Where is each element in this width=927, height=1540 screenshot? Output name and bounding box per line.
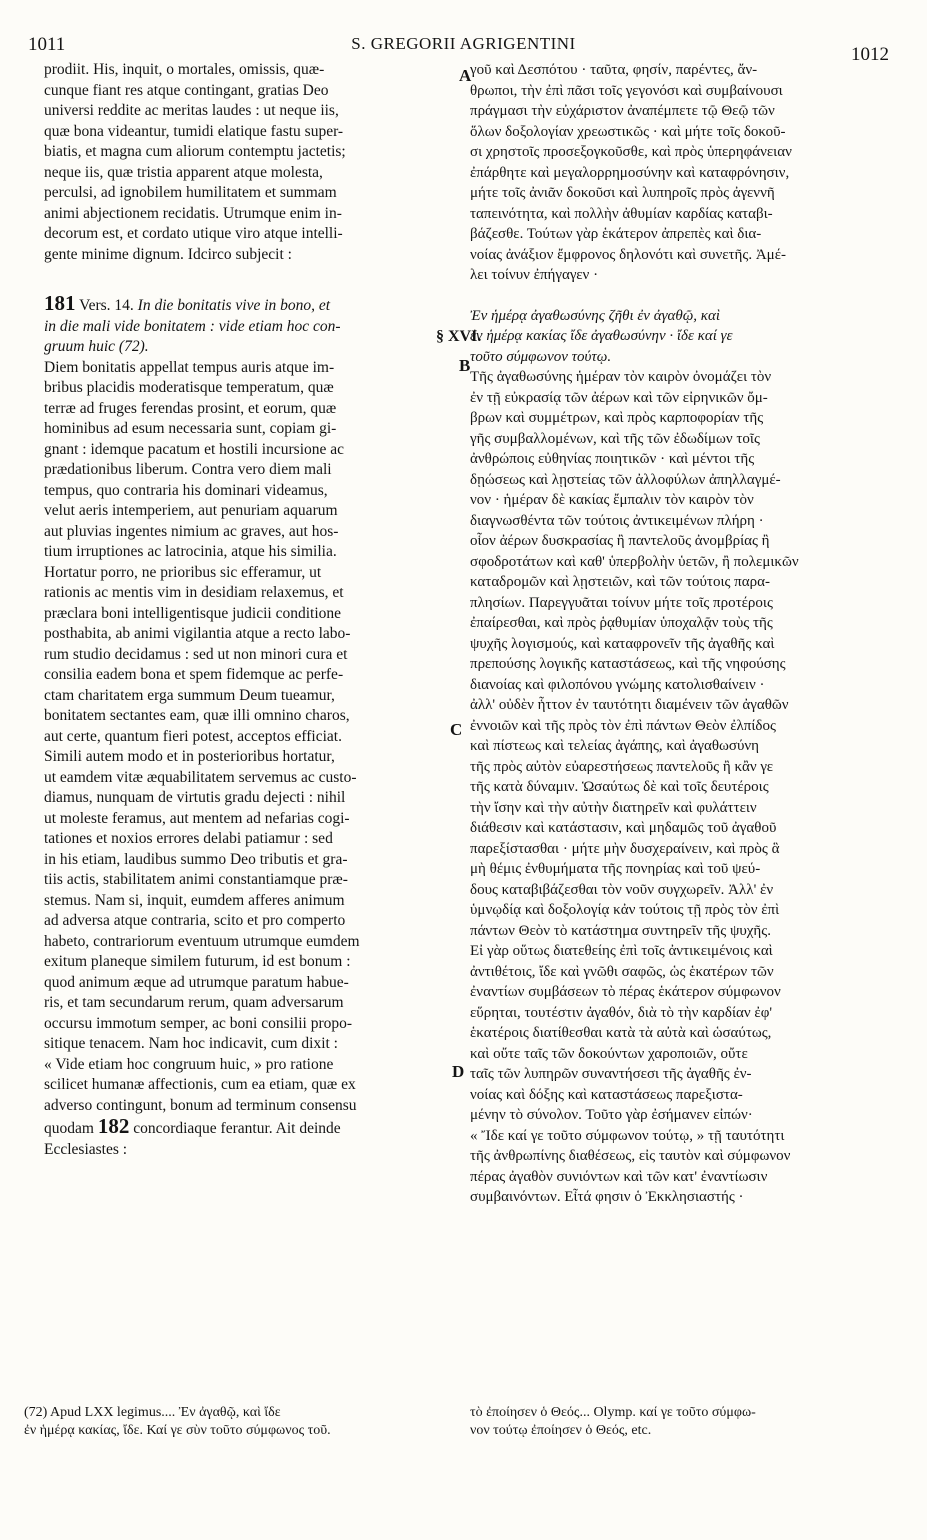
- verse-line: in die mali vide bonitatem : vide etiam hoc con-: [44, 317, 341, 335]
- greek-line: ἀντιθέτοις, ἴδε καὶ γνῶθι σαφῶς, ὡς ἑκατέρων τῶν: [470, 963, 774, 980]
- greek-line: τὴν ἴσην καὶ τὴν αὐτὴν διατηρεῖν καὶ φυλάττειν: [470, 799, 757, 816]
- verse-line: gruum huic (72).: [44, 338, 149, 355]
- latin-line: Simili autem modo et in posterioribus hortatur,: [44, 748, 335, 765]
- footnote-left: [24, 1404, 444, 1440]
- latin-line: habeto, contrariorum eventuum utrumque eumdem: [44, 932, 360, 950]
- latin-line: occursu immotum semper, ac boni consilii propo-: [44, 1014, 353, 1032]
- greek-line: ἀνθρώποις εὐθηνίας ποιητικῶν · καὶ μέντοι τῆς: [470, 451, 755, 467]
- section-heading: § XVI.: [436, 328, 482, 345]
- greek-line: ἐπάρθητε καὶ μεγαλορρημοσύνην καὶ καταφρόνησιν,: [470, 164, 790, 181]
- greek-line: μένην τὸ σύνολον. Τοῦτο γὰρ ἐσήμανεν εἰπών·: [470, 1107, 753, 1123]
- verse-number: 181: [44, 291, 76, 315]
- footnote-right: [470, 1404, 900, 1440]
- latin-line: bribus placidis moderatisque temperatum, quæ: [44, 379, 334, 396]
- greek-line: ψυχῆς λογισμούς, καὶ καταφρονεῖν τῆς ἀγαθῆς καὶ: [470, 635, 775, 652]
- greek-line: πρεπούσης λογικῆς καταστάσεως, καὶ τῆς νηφούσης: [470, 656, 786, 672]
- latin-line: aut pluvias ingentes nimium ac graves, aut hos-: [44, 522, 339, 540]
- greek-line: ἐννοιῶν καὶ τῆς πρὸς τὸν ἐπὶ πάντων Θεὸν ἐλπίδος: [470, 717, 776, 734]
- latin-line: stemus. Nam si, inquit, eumdem afferes animum: [44, 891, 345, 909]
- latin-line: « Vide etiam hoc congruum huic, » pro ratione: [44, 1055, 334, 1073]
- greek-line: τῆς ἀνθρωπίνης διαθέσεως, εἰς ταυτὸν καὶ σύμφωνον: [470, 1148, 791, 1164]
- footnote-line: τὸ ἐποίησεν ὁ Θεός... Olymp. καί γε τοῦτο σύμφω-: [470, 1405, 756, 1420]
- greek-line: μὴ θέμις ἐνθυμήματα τῆς πονηρίας καὶ τοῦ ψεύ-: [470, 861, 761, 877]
- greek-verse-line: τοῦτο σύμφωνον τούτῳ.: [470, 348, 612, 365]
- greek-line: πάντων Θεὸν τὸ κατάστημα συντηρεῖν τῆς ψυχῆς.: [470, 922, 771, 939]
- verse-line: [44, 293, 454, 317]
- latin-line: tempus, quo contraria his dominari videamus,: [44, 481, 328, 499]
- greek-column: [470, 60, 898, 1208]
- page-mark-182: 182: [97, 1114, 130, 1138]
- latin-line: adverso contingunt, bonum ad terminum consensu: [44, 1096, 357, 1114]
- greek-line: εὕρηται, τουτέστιν ἀγαθόν, διὰ τὸ τὴν καρδίαν ἐφ': [470, 1004, 773, 1021]
- greek-line: γῆς συμβαλλομένων, καὶ τῆς τῶν ἐδωδίμων τοῖς: [470, 430, 760, 447]
- greek-line: διανοίας καὶ φιλοπόνου γνώμης κατολισθαίνειν ·: [470, 676, 765, 693]
- footnote-line: (72) Apud LXX legimus.... Ἐν ἀγαθῷ, καὶ ἴδε: [24, 1405, 281, 1420]
- greek-line: μήτε τοῖς ἀνιᾶν δοκοῦσι καὶ λυπηροῖς πρὸς ἀγεννῆ: [470, 185, 775, 201]
- greek-line: παρεξίστασθαι · μήτε μὴν δυσχεραίνειν, καὶ πρὸς ἃ: [470, 840, 780, 857]
- latin-line: quod animum æque ad utrumque paratum habue-: [44, 973, 349, 991]
- verse-label: Vers. 14.: [79, 297, 134, 314]
- latin-line: scilicet humanæ affectionis, cum ea etiam, quæ ex: [44, 1076, 356, 1093]
- greek-line: δῃώσεως καὶ λῃστείας τῶν ἀλλοφύλων ἀπηλλαγμέ-: [470, 471, 781, 488]
- latin-line: tiis actis, stabilitatem animi constantiamque præ-: [44, 871, 348, 888]
- greek-line: διάθεσιν καὶ κατάστασιν, καὶ μηδαμῶς τοῦ ἀγαθοῦ: [470, 820, 777, 836]
- greek-line: βάζεσθε. Τούτων γὰρ ἑκάτερον ἀπρεπὲς καὶ δια-: [470, 226, 762, 242]
- latin-line: ut eamdem vitæ æquabilitatem servemus ac custo-: [44, 768, 357, 786]
- latin-line: rationis ac mentis vim in desidiam relaxemus, et: [44, 584, 344, 601]
- greek-line: καὶ πίστεως καὶ τελείας ἀγάπης, καὶ ἀγαθωσύνη: [470, 738, 760, 754]
- footnote-line: ἐν ἡμέρᾳ κακίας, ἴδε. Καί γε σὺν τοῦτο σύμφωνος τοῦ.: [24, 1423, 331, 1438]
- greek-verse-line: ἐν ἡμέρᾳ κακίας ἴδε ἀγαθωσύνην · ἴδε καί γε: [470, 328, 733, 344]
- latin-line: cunque fiant res atque contingant, gratias Deo: [44, 81, 329, 99]
- latin-line: ris, et tam secundarum rerum, quam adversarum: [44, 994, 344, 1011]
- latin-line: ad adversa atque contraria, scito et pro comperto: [44, 912, 346, 929]
- latin-line: universi reddite ac meritas laudes : ut neque iis,: [44, 102, 339, 119]
- latin-line: consilia eadem bona et spem fidemque ac perfe-: [44, 666, 344, 683]
- greek-line: Εἰ γὰρ οὕτως διατεθείης ἐπὶ τοῖς ἀντικειμένοις καὶ: [470, 943, 773, 959]
- latin-line: ctam charitatem erga summum Deum tueamur,: [44, 686, 335, 704]
- greek-line: οἷον ἀέρων δυσκρασίας ἢ παντελοῦς ἀνομβρίας ἢ: [470, 533, 770, 549]
- greek-line: ἐν τῇ εὐκρασίᾳ τῶν ἀέρων καὶ τῶν εἰρηνικῶν ὄμ-: [470, 389, 768, 406]
- greek-line: ταπεινότητα, καὶ πολλὴν ἀθυμίαν καρδίας καταβι-: [470, 205, 773, 222]
- latin-line: Diem bonitatis appellat tempus auris atque im-: [44, 358, 335, 376]
- greek-line: « Ἴδε καί γε τοῦτο σύμφωνον τούτῳ, » τῇ ταυτότητι: [470, 1127, 785, 1144]
- latin-column: [44, 60, 454, 1160]
- greek-line: θρωποι, τὴν ἐπὶ πᾶσι τοῖς γεγονόσι καὶ συμβαίνουσι: [470, 82, 783, 99]
- greek-line: πλησίων. Παρεγγυᾶται τοίνυν μήτε τοῖς προτέροις: [470, 594, 773, 611]
- running-title: S. GREGORII AGRIGENTINI: [351, 34, 576, 53]
- latin-line: terræ ad fruges ferendas prosint, et eorum, quæ: [44, 399, 337, 417]
- page-number-left: 1011: [28, 34, 66, 55]
- latin-line: in his etiam, laudibus summo Deo tributis et gra-: [44, 850, 348, 868]
- greek-line: καὶ οὔτε ταῖς τῶν δοκούντων χαροποιῶν, οὔτε: [470, 1045, 748, 1062]
- latin-line: decorum est, et cordato utique viro atque intelli-: [44, 225, 343, 242]
- margin-marker-b: B: [459, 356, 471, 375]
- latin-line: tium irruptiones ac latrocinia, atque his similia.: [44, 543, 337, 560]
- latin-line: quæ bona videantur, tumidi elatique fastu super-: [44, 122, 344, 140]
- latin-line: hominibus ad esum necessaria sunt, copiam gi-: [44, 420, 337, 437]
- latin-line: biatis, et magna cum aliorum contemptu jactetis;: [44, 143, 346, 160]
- latin-line: gente minime dignum. Idcirco subjecit :: [44, 245, 292, 263]
- greek-line: ἐπαίρεσθαι, καὶ πρὸς ῥᾳθυμίαν ὑποχαλᾷν τοὺς τῆς: [470, 615, 773, 631]
- latin-words: concordiaque ferantur. Ait deinde: [133, 1120, 341, 1137]
- latin-line: exitum planeque similem futurum, id est bonum :: [44, 953, 351, 970]
- latin-line: [44, 1116, 454, 1140]
- greek-line: ὑμνῳδίᾳ καὶ δοξολογίᾳ κἀν τούτοις τῇ πρὸς τὸν ἐπὶ: [470, 902, 780, 918]
- greek-line: σι χρηστοῖς προσεξογκοῦσθε, καὶ πρὸς ὑπερηφάνειαν: [470, 144, 792, 160]
- latin-line: sitique tenacem. Nam hoc indicavit, cum dixit :: [44, 1035, 338, 1052]
- greek-line: γοῦ καὶ Δεσπότου · ταῦτα, φησίν, παρέντες, ἄν-: [470, 62, 758, 78]
- latin-line: gnant : idemque pacatum et hostili incursione ac: [44, 440, 345, 458]
- greek-line: συμβαινόντων. Εἶτά φησιν ὁ Ἐκκλησιαστής ·: [470, 1189, 744, 1205]
- greek-line: τῆς πρὸς αὐτὸν εὐαρεστήσεως παντελοῦς ἢ κἂν γε: [470, 758, 774, 775]
- latin-line: diamus, nunquam de virtutis gradu dejecti : nihil: [44, 789, 346, 806]
- latin-line: ut moleste feramus, aut mentem ad nefarias cogi-: [44, 809, 350, 827]
- latin-line: posthabita, ab animi vigilantia atque a recto labo-: [44, 625, 351, 642]
- greek-line: τῆς κατὰ δύναμιν. Ὡσαύτως δὲ καὶ τοῖς δευτέροις: [470, 779, 769, 795]
- greek-line: ὅλων δοξολογίαν χρεωστικῶς · καὶ μήτε τοῖς δοκοῦ-: [470, 123, 786, 140]
- latin-line: velut aeris intemperiem, aut penuriam aquarum: [44, 502, 338, 519]
- latin-line: aut certe, quantum fieri potest, acceptos efficiat.: [44, 727, 342, 745]
- greek-line: νοίας ἀνάξιον ἔμφρονος δηλονότι καὶ συνετῆς. Ἀμέ-: [470, 246, 787, 263]
- latin-line: neque iis, quæ tristia apparent atque molesta,: [44, 163, 323, 181]
- greek-line: ἀλλ' οὐδὲν ἧττον ἐν ταυτότητι διαμένειν τῶν ἀγαθῶν: [470, 697, 789, 713]
- footnote-line: νον τούτῳ ἐποίησεν ὁ Θεός, etc.: [470, 1423, 652, 1438]
- greek-line: διαγνωσθέντα τῶν τούτοις ἀντικειμένων πλήρη ·: [470, 512, 764, 529]
- greek-line: νοίας καὶ δόξης καὶ καταστάσεως παρεξιστα-: [470, 1086, 743, 1103]
- greek-line: ἐναντίων συμβάσεων τὸ πέρας ἑκάτερον σύμφωνον: [470, 984, 781, 1000]
- latin-line: tationes et noxios errores delabi patiamur : sed: [44, 830, 333, 847]
- margin-marker-c: C: [450, 720, 463, 739]
- greek-line: καταδρομῶν καὶ λῃστειῶν, καὶ τῶν τούτοις παρα-: [470, 574, 770, 590]
- latin-line: animi abjectionem recidatis. Utrumque enim in-: [44, 204, 342, 222]
- margin-marker-a: A: [459, 66, 472, 85]
- greek-line: ἑκατέροις διατίθεσθαι κατὰ τὰ αὐτὰ καὶ ὡσαύτως,: [470, 1025, 772, 1041]
- greek-line: πέρας ἀγαθὸν συνιόντων καὶ τῶν κατ' ἐναντίωσιν: [470, 1168, 768, 1185]
- latin-line: prædationibus liberum. Contra vero diem mali: [44, 461, 332, 478]
- latin-line: bonitatem sectantes eam, quæ illi omnino charos,: [44, 707, 350, 724]
- margin-marker-d: D: [452, 1062, 465, 1081]
- greek-line: νον · ἡμέραν δὲ κακίας ἔμπαλιν τὸν καιρὸν τὸν: [470, 492, 754, 508]
- greek-line: σφοδροτάτων καὶ καθ' ὑπερβολὴν ὑετῶν, ἢ πολεμικῶν: [470, 553, 799, 570]
- greek-line: Τῆς ἀγαθωσύνης ἡμέραν τὸν καιρὸν ὀνομάζει τὸν: [470, 369, 772, 385]
- greek-line: λει τοίνυν ἐπήγαγεν ·: [470, 267, 599, 283]
- latin-line: prodiit. His, inquit, o mortales, omissis, quæ-: [44, 61, 325, 78]
- latin-line: Hortatur porro, ne prioribus sic efferamur, ut: [44, 563, 322, 581]
- page-number-right: 1012: [851, 44, 889, 65]
- latin-line: perculsi, ad ignobilem humilitatem et summam: [44, 184, 337, 201]
- latin-line: Ecclesiastes :: [44, 1140, 128, 1158]
- greek-line: ταῖς τῶν λυπηρῶν συναντήσεσι τῆς ἀγαθῆς ἐν-: [470, 1066, 752, 1082]
- latin-line: præclara boni intelligentisque judicii conditione: [44, 604, 342, 622]
- greek-line: πράγμασι τὴν εὐχάριστον ἀναπέμπετε τῷ Θεῷ τῶν: [470, 103, 775, 119]
- latin-line: rum studio decidamus : sed ut non minori cura et: [44, 645, 348, 663]
- greek-line: βρων καὶ συμμέτρων, καὶ πρὸς καρποφορίαν τῆς: [470, 410, 764, 426]
- greek-verse-line: Ἐν ἡμέρᾳ ἀγαθωσύνης ζῆθι ἐν ἀγαθῷ, καὶ: [470, 307, 721, 324]
- greek-line: δους καταβιβάζεσθαι τὸν νοῦν συγχωρεῖν. Ἀλλ' ἐν: [470, 881, 774, 898]
- latin-word: quodam: [44, 1120, 94, 1137]
- verse-text: In die bonitatis vive in bono, et: [137, 297, 331, 314]
